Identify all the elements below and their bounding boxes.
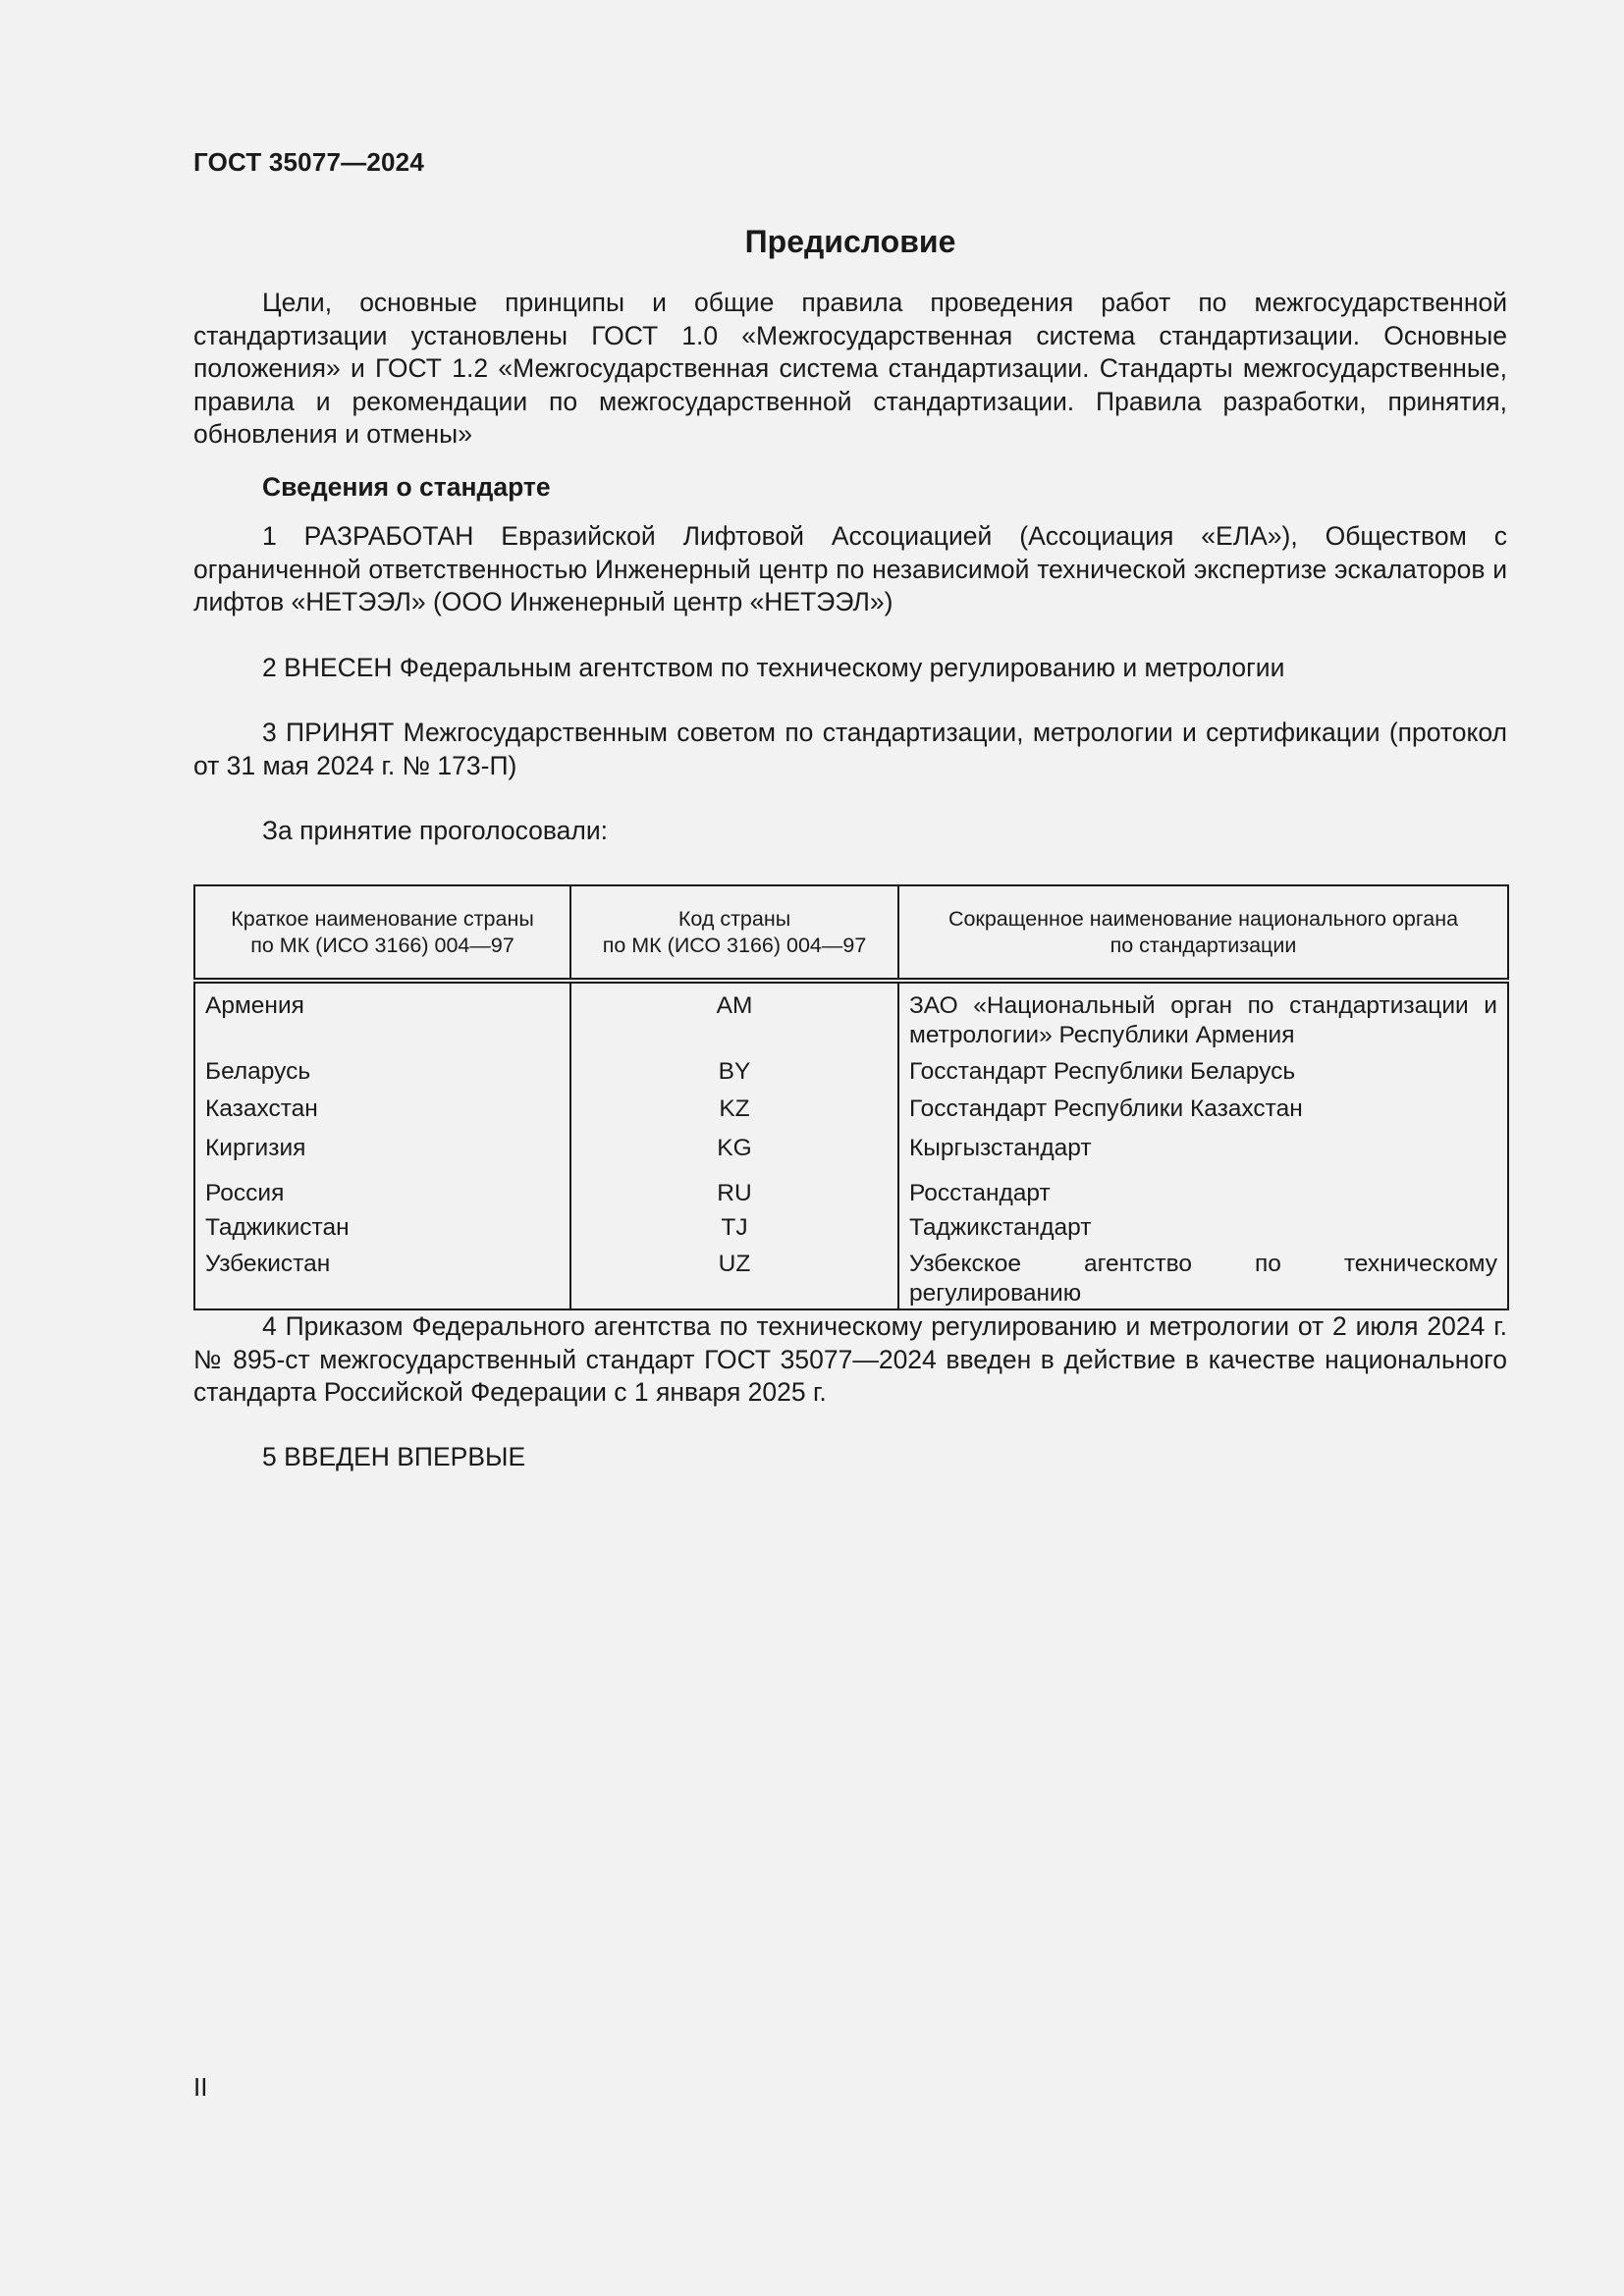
item-adopted: 3 ПРИНЯТ Межгосударственным советом по стандартизации, метрологии и сертификации (протокол от 31 мая 2024 г. № 173-П) <box>193 718 1507 780</box>
intro-paragraph: Цели, основные принципы и общие правила проведения работ по межгосударственной стандартизации установлены ГОСТ 1.0 «Межгосударственная система стандартизации. Основные положения» и ГОСТ 1.2 «Межгосударственная система стандартизации. Стандарты межгосударственные, правила и рекомендации по межгосударственной стандартизации. Правила разработки, принятия, обновления и отмены» <box>193 288 1507 449</box>
table-row <box>194 1213 1508 1250</box>
document-code: ГОСТ 35077—2024 <box>193 147 424 177</box>
country-cell: Таджикистан <box>194 1213 570 1250</box>
code-cell: KZ <box>570 1091 898 1130</box>
organ-cell: Росстандарт <box>898 1177 1508 1213</box>
page-title: Предисловие <box>744 224 956 259</box>
code-cell: TJ <box>570 1213 898 1250</box>
voting-countries-table <box>193 884 1509 1310</box>
code-cell: UZ <box>570 1250 898 1309</box>
item-submitted: 2 ВНЕСЕН Федеральным агентством по техническому регулированию и метрологии <box>262 653 1285 682</box>
table-row <box>194 1250 1508 1309</box>
country-cell: Россия <box>194 1177 570 1213</box>
table-header-code: Код страны по МК (ИСО 3166) 004—97 <box>570 885 898 981</box>
country-cell: Киргизия <box>194 1130 570 1177</box>
country-cell: Беларусь <box>194 1051 570 1091</box>
code-cell: AM <box>570 981 898 1051</box>
country-cell: Казахстан <box>194 1091 570 1130</box>
organ-cell: ЗАО «Национальный орган по стандартизации и метрологии» Республики Армения <box>898 981 1508 1051</box>
organ-cell: Госстандарт Республики Беларусь <box>898 1051 1508 1091</box>
organ-cell: Кыргызстандарт <box>898 1130 1508 1177</box>
organ-cell: Узбекское агентство по техническому регулированию <box>898 1250 1508 1309</box>
organ-cell: Госстандарт Республики Казахстан <box>898 1091 1508 1130</box>
country-cell: Узбекистан <box>194 1250 570 1309</box>
section-heading-standard-info: Сведения о стандарте <box>262 472 551 502</box>
table-row <box>194 981 1508 1051</box>
table-header-row <box>194 885 1508 981</box>
table-row <box>194 1177 1508 1213</box>
table-header-country: Краткое наименование страны по МК (ИСО 3166) 004—97 <box>194 885 570 981</box>
table-row <box>194 1091 1508 1130</box>
organ-cell: Таджикстандарт <box>898 1213 1508 1250</box>
code-cell: RU <box>570 1177 898 1213</box>
page-number: II <box>193 2072 208 2102</box>
table-header-organ: Сокращенное наименование национального органа по стандартизации <box>898 885 1508 981</box>
country-cell: Армения <box>194 981 570 1051</box>
code-cell: BY <box>570 1051 898 1091</box>
item-voted-label: За принятие проголосовали: <box>262 816 609 845</box>
table-row <box>194 1130 1508 1177</box>
table-row <box>194 1051 1508 1091</box>
item-first-introduced: 5 ВВЕДЕН ВПЕРВЫЕ <box>262 1442 526 1471</box>
item-order: 4 Приказом Федерального агентства по техническому регулированию и метрологии от 2 июля 2024 г. № 895-ст межгосударственный стандарт ГОСТ 35077—2024 введен в действие в качестве национального стандарта Российской Федерации с 1 января 2025 г. <box>193 1311 1507 1407</box>
code-cell: KG <box>570 1130 898 1177</box>
item-developed: 1 РАЗРАБОТАН Евразийской Лифтовой Ассоциацией (Ассоциация «ЕЛА»), Обществом с ограниченной ответственностью Инженерный центр по независимой технической экспертизе эскалаторов и лифтов «НЕТЭЭЛ» (ООО Инженерный центр «НЕТЭЭЛ») <box>193 521 1507 616</box>
